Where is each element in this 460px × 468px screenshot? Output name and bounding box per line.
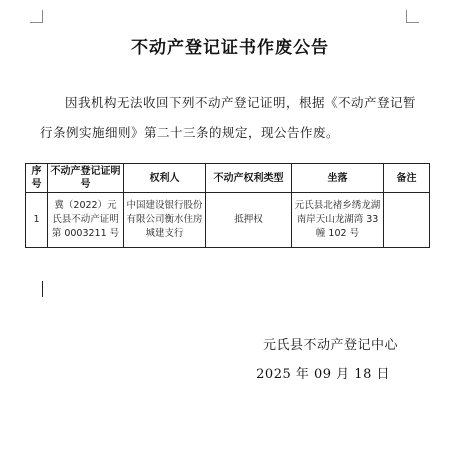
table-header-row: [26, 164, 430, 193]
cell-remark: [384, 193, 430, 248]
notice-body: 因我机构无法收回下列不动产登记证明，根据《不动产登记暂行条例实施细则》第二十三条的规定，现公告作废。: [40, 95, 417, 140]
header-serial: 序号: [26, 164, 48, 193]
page-corner-mark-left: [30, 10, 43, 23]
cell-location: 元氏县北褚乡绣龙湖南岸天山龙湖湾 33 幢 102 号: [292, 193, 384, 248]
page-corner-mark-right: [406, 10, 419, 23]
issuer-name: 元氏县不动产登记中心: [262, 338, 398, 353]
cell-right-type: 抵押权: [206, 193, 292, 248]
document-title: 不动产登记证书作废公告: [131, 38, 329, 58]
header-remark: 备注: [384, 164, 430, 193]
text-cursor[interactable]: [42, 281, 43, 297]
header-right-type: 不动产权利类型: [206, 164, 292, 193]
certificate-table: [25, 163, 430, 248]
header-cert-no: 不动产登记证明号: [48, 164, 124, 193]
cell-holder: 中国建设银行股份有限公司衡水住房城建支行: [124, 193, 206, 248]
header-holder: 权利人: [124, 164, 206, 193]
cell-serial: 1: [26, 193, 48, 248]
issue-date: 2025 年 09 月 18 日: [256, 367, 390, 382]
header-location: 坐落: [292, 164, 384, 193]
cell-cert-no: 冀（2022）元氏县不动产证明第 0003211 号: [48, 193, 124, 248]
table-row: [26, 193, 430, 248]
